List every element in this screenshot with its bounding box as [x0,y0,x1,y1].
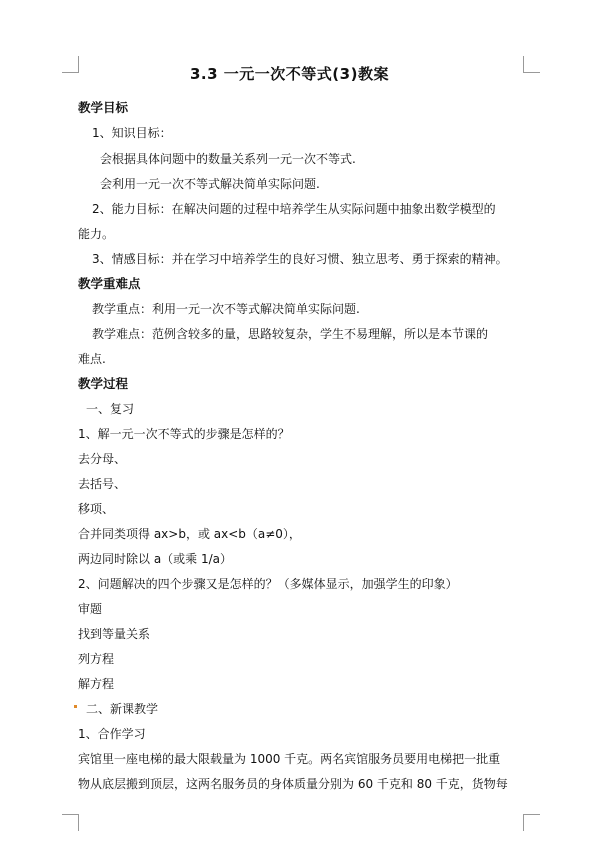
paragraph-line: 移项、 [78,502,115,516]
section-heading-objectives: 教学目标 [78,100,129,115]
paragraph-line: 难点. [78,352,106,366]
paragraph-line: 教学难点：范例含较多的量，思路较复杂，学生不易理解，所以是本节课的 [92,327,489,341]
paragraph-line: 一、复习 [86,402,135,416]
paragraph-line: 去分母、 [78,452,127,466]
paragraph-line: 找到等量关系 [78,627,151,641]
paragraph-line: 物从底层搬到顶层，这两名服务员的身体质量分别为 60 千克和 80 千克，货物每 [78,777,508,791]
paragraph-line: 审题 [78,602,103,616]
paragraph-line: 3、情感目标：并在学习中培养学生的良好习惯、独立思考、勇于探索的精神。 [92,252,508,266]
bullet-marker [74,705,77,708]
paragraph-line: 合并同类项得 ax>b，或 ax<b（a≠0）， [78,527,301,541]
crop-mark-top-right [523,56,540,73]
crop-mark-top-left [62,56,79,73]
paragraph-line: 去括号、 [78,477,127,491]
paragraph-line: 会根据具体问题中的数量关系列一元一次不等式. [100,152,356,166]
crop-mark-bottom-right [523,814,540,831]
paragraph-line: 2、能力目标：在解决问题的过程中培养学生从实际问题中抽象出数学模型的 [92,202,496,216]
paragraph-line: 会利用一元一次不等式解决简单实际问题. [100,177,320,191]
crop-mark-bottom-left [62,814,79,831]
paragraph-line: 1、合作学习 [78,727,146,741]
paragraph-line: 能力。 [78,227,115,241]
paragraph-line: 1、解一元一次不等式的步骤是怎样的？ [78,427,290,441]
paragraph-line: 1、知识目标： [92,126,172,140]
document-title: 3.3 一元一次不等式(3)教案 [190,65,389,83]
paragraph-line: 两边同时除以 a（或乘 1/a） [78,552,233,566]
paragraph-line: 列方程 [78,652,115,666]
paragraph-line: 二、新课教学 [86,702,159,716]
paragraph-line: 宾馆里一座电梯的最大限载量为 1000 千克。两名宾馆服务员要用电梯把一批重 [78,752,501,766]
section-heading-process: 教学过程 [78,376,129,391]
section-heading-key-points: 教学重难点 [78,276,141,291]
paragraph-line: 教学重点：利用一元一次不等式解决简单实际问题. [92,302,360,316]
paragraph-line: 2、问题解决的四个步骤又是怎样的？（多媒体显示，加强学生的印象） [78,577,458,591]
paragraph-line: 解方程 [78,677,115,691]
